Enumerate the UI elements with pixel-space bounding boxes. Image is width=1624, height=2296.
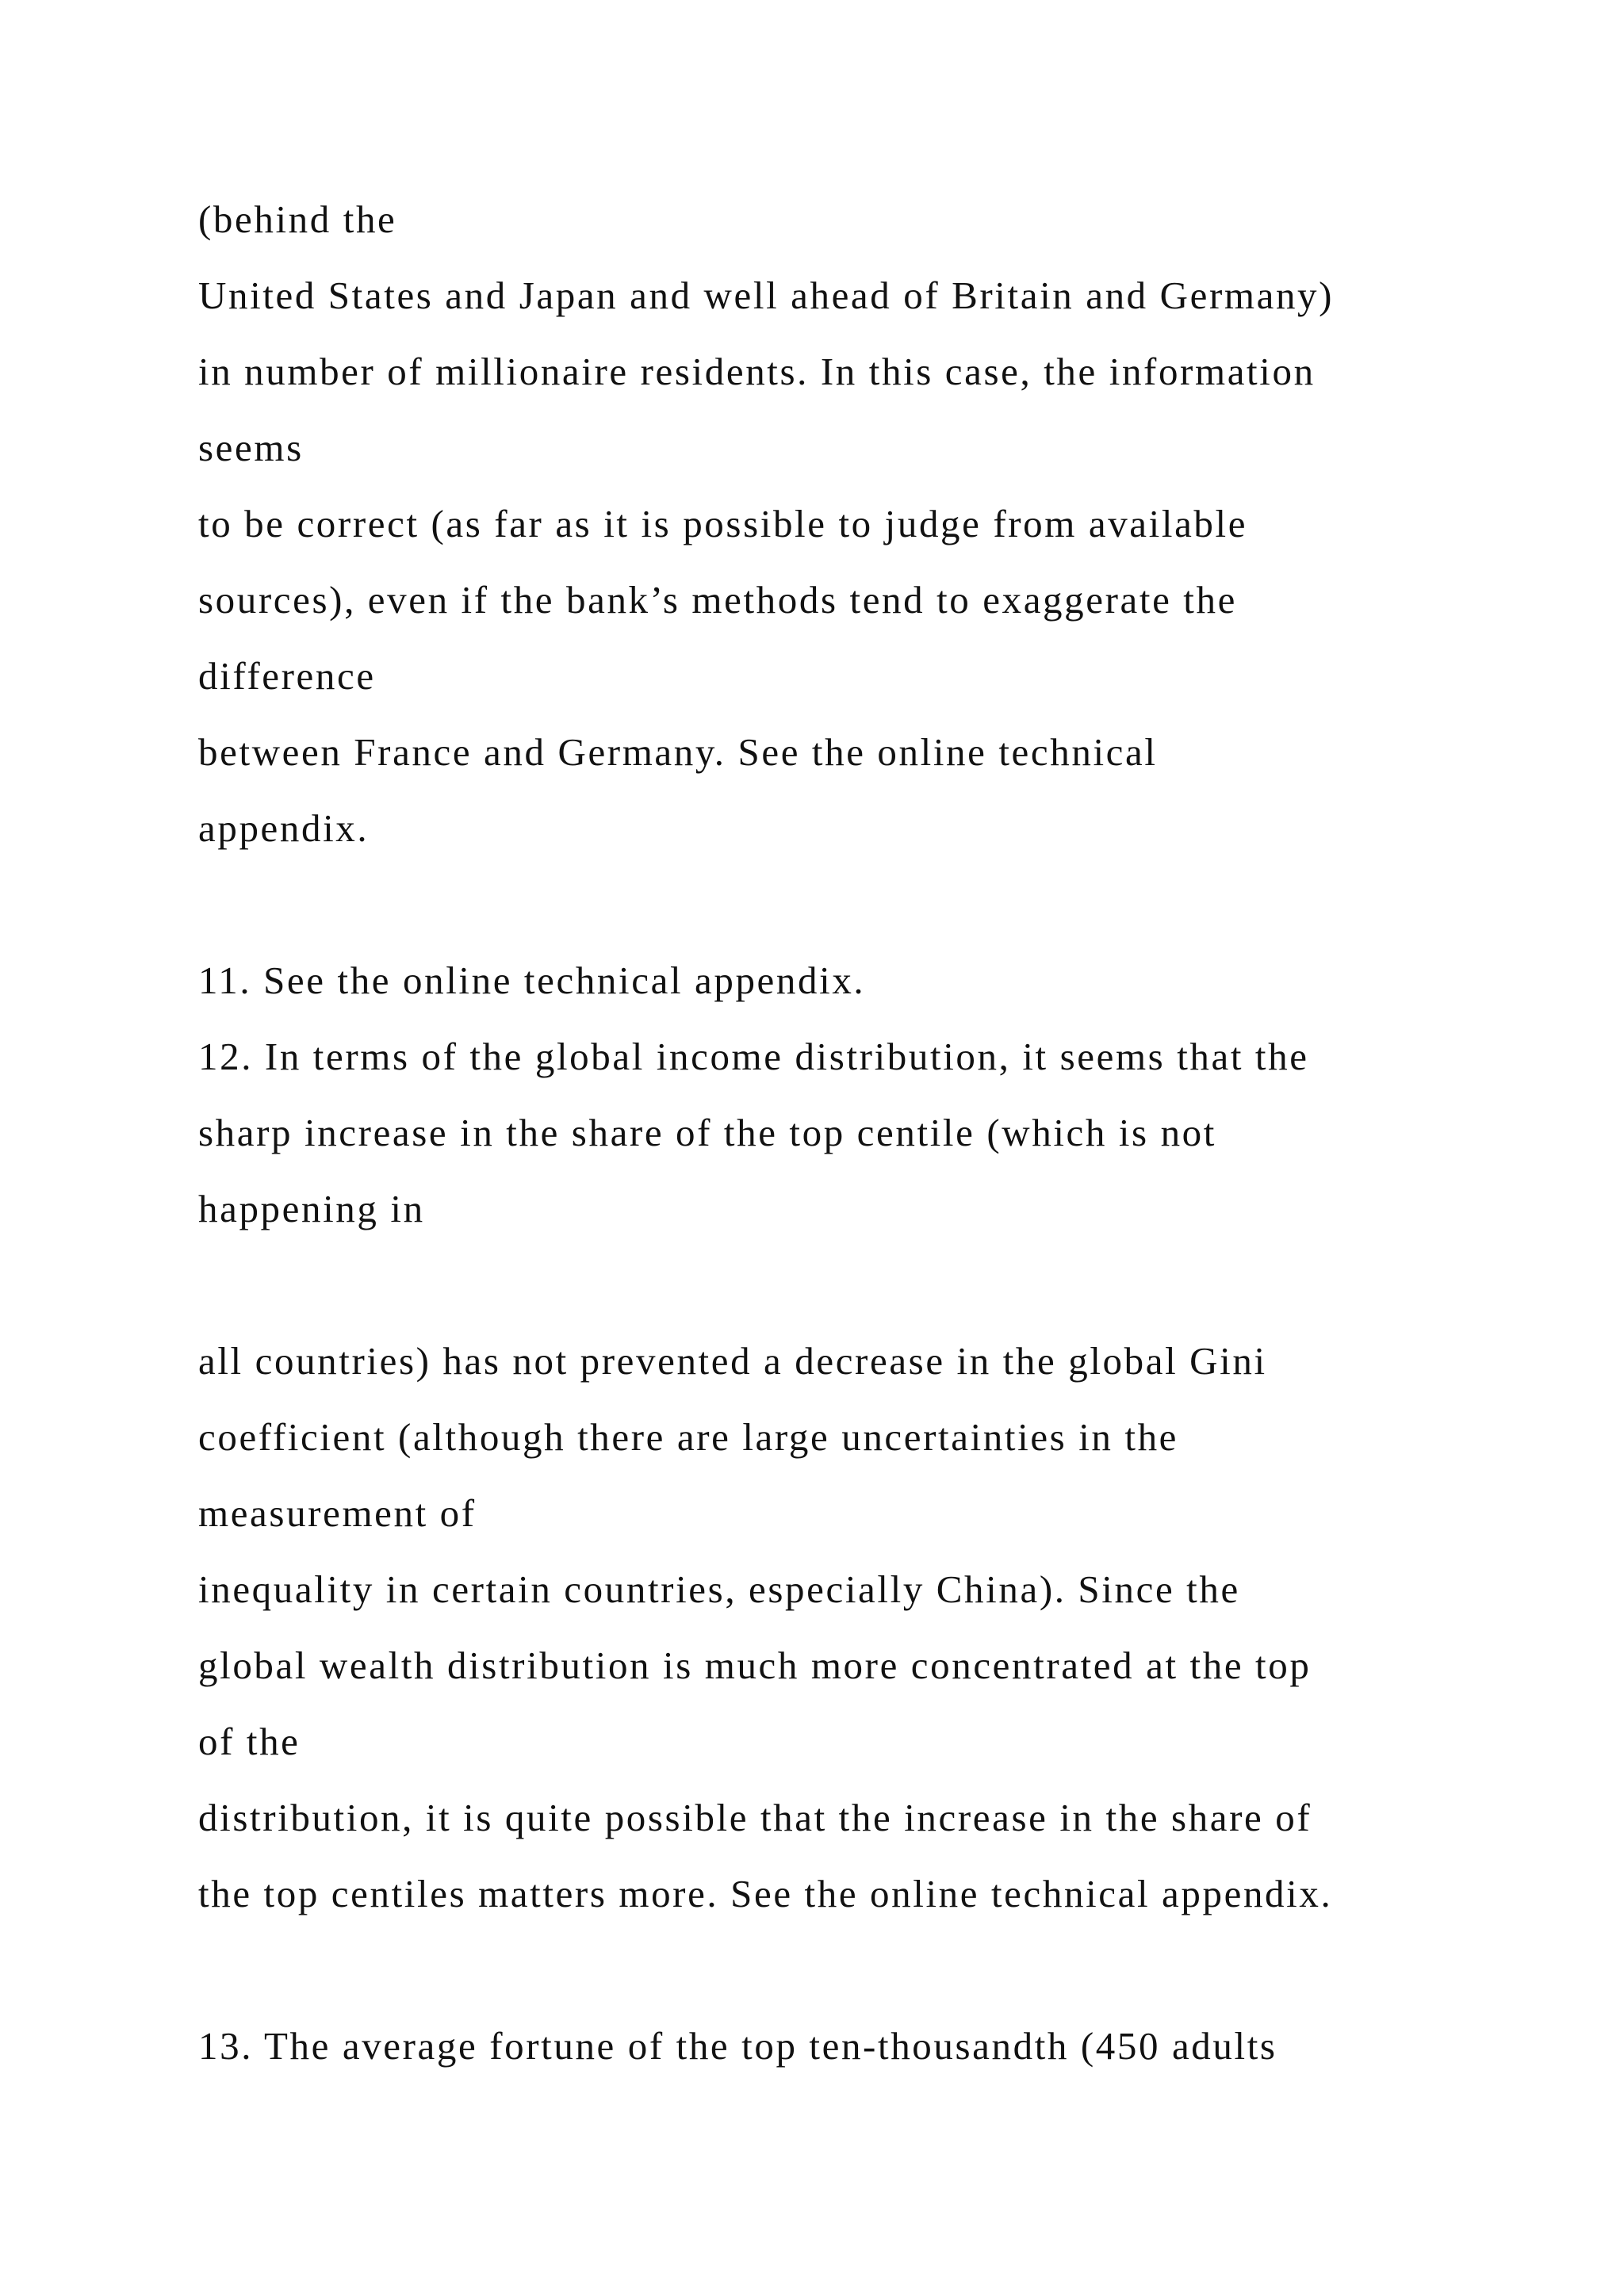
text-line: appendix. [198,806,370,850]
text-line: happening in [198,1187,425,1230]
text-line: in number of millionaire residents. In this case, the information [198,350,1316,393]
footnote-12: 12. In terms of the global income distribution, it seems that the [198,1035,1309,1078]
text-line: sharp increase in the share of the top centile (which is not [198,1111,1216,1154]
text-line: sources), even if the bank’s methods tend to exaggerate the [198,578,1237,622]
text-line: distribution, it is quite possible that the increase in the share of [198,1796,1312,1839]
text-line: of the [198,1720,301,1763]
footnote-13: 13. The average fortune of the top ten-thousandth (450 adults [198,2024,1277,2068]
text-line: to be correct (as far as it is possible to judge from available [198,502,1248,545]
text-line: global wealth distribution is much more concentrated at the top [198,1644,1312,1687]
text-line: all countries) has not prevented a decrease in the global Gini [198,1339,1267,1383]
text-line: the top centiles matters more. See the online technical appendix. [198,1872,1333,1915]
text-line: difference [198,654,376,698]
text-line: inequality in certain countries, especially China). Since the [198,1567,1240,1611]
text-line: measurement of [198,1491,477,1535]
text-line: (behind the [198,197,397,241]
text-line: seems [198,426,304,469]
footnote-11: 11. See the online technical appendix. [198,959,866,1002]
text-line: between France and Germany. See the online technical [198,730,1158,774]
text-line: coefficient (although there are large uncertainties in the [198,1415,1179,1459]
text-line: United States and Japan and well ahead of Britain and Germany) [198,274,1335,317]
